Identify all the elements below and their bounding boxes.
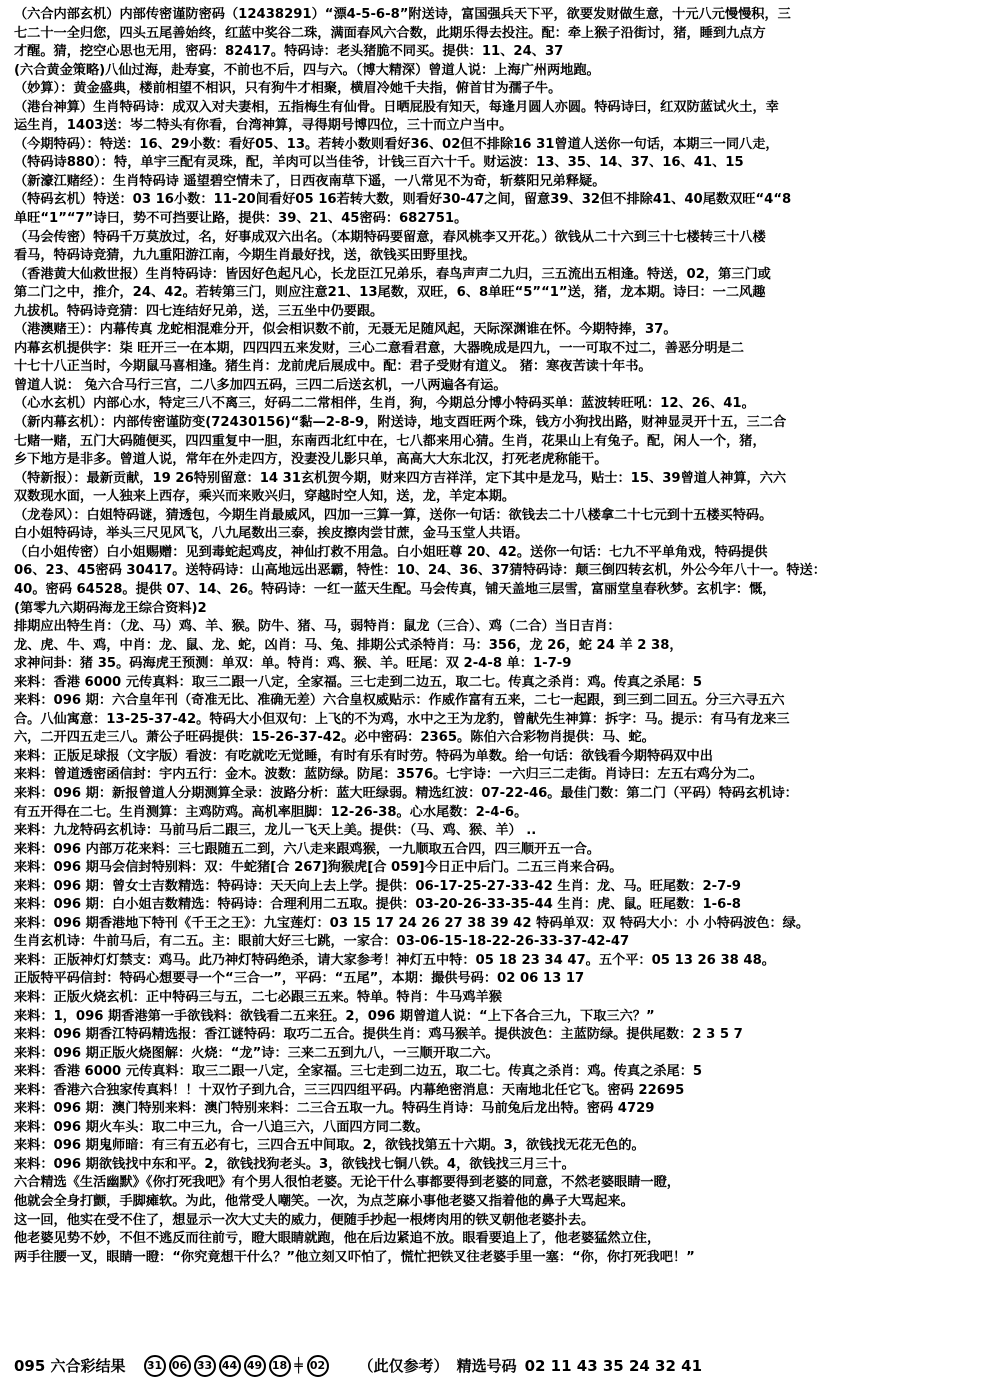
text-line: 曾道人说： 兔六合马行三宫，二八多加四五码，三四二后送玄机，一八两遍各有运。 (14, 377, 507, 393)
special-separator: ╪ (294, 1357, 303, 1374)
text-line: 九拔机。特码诗竞猜：四七连结好兄弟，送，三五坐中仍要跟。 (14, 303, 384, 319)
text-line: 来料：096 内部万花来料：三七跟随五二到，六八走来跟鸡猴，一九顺取五合四，四三顺开五一合。 (14, 841, 600, 857)
text-line: 来料：096 期火车头：取二中三九，合一八追三六，八面四方同二数。 (14, 1119, 429, 1135)
text-line: (第零九六期码海龙王综合资料)2 (14, 600, 207, 616)
text-line: 合。八仙寓意：13-25-37-42。特码大小但双句：上飞的不为鸡，水中之王为龙豹，曾献先生神算：拆字：马。提示：有马有龙来三 (14, 711, 790, 727)
text-line: 来料：香港六合独家传真料！！十双竹子到九合，三三四四组平码。内幕绝密消息：天南地北任它飞。密码 22695 (14, 1082, 685, 1098)
result-title: 095 六合彩结果 (14, 1356, 126, 1375)
text-line: 来料：正版神灯灯禁支：鸡马。此乃神灯特码绝杀，请大家参考！神灯五中特：05 18 23 34 47。五个平：05 13 26 38 48。 (14, 952, 775, 968)
text-line: 生肖玄机诗：牛前马后，有二五。主：眼前大好三七跳，一家合：03-06-15-18-22-26-33-37-42-47 (14, 934, 630, 950)
picks-label: 精选号码 (456, 1356, 517, 1375)
text-line: 求神问卦：猪 35。码海虎王预测：单双：单。特肖：鸡、猴、羊。旺尾：双 2-4-8 单：1-7-9 (14, 656, 572, 672)
text-line: 有五开得在二七。生肖测算：主鸡防鸡。高机率胆脚：12-26-38。心水尾数：2-4-6。 (14, 804, 528, 820)
text-line: 六合精选《生活幽默》《你打死我吧》有个男人很怕老婆。无论干什么事都要得到老婆的同意，不然老婆眼睛一瞪， (14, 1175, 680, 1191)
text-line: 40。密码 64528。提供 07、14、26。特码诗：一红一蓝天生配。马会传真，铺天盖地三层雪，富丽堂皇春秋梦。玄机字：慨， (14, 581, 776, 597)
text-line: 来料：096 期：新报曾道人分期测算全录：波路分析：蓝大旺绿弱。精选红波：07-22-46。最佳门数：第二门（平码）特码玄机诗： (14, 785, 798, 801)
text-line: 来料：曾道透密函信封：宇内五行：金木。波数：蓝防绿。防尾：3576。七宇诗：一六归三二走街。肖诗曰：左五右鸡分为二。 (14, 767, 763, 783)
article-text (14, 6, 987, 1267)
text-line: 内幕玄机提供字：柒 旺开三一在本期，四四四五来发财，三心二意看君意，大器晚成是四九，一一可取不过二，善恶分明是二 (14, 340, 744, 356)
text-line: 来料：096 期正版火烧图解：火烧：“龙”诗：三来二五到九八，一三顺开取二六。 (14, 1045, 499, 1061)
text-line: 看马，特码诗竞猜，九九重阳游江南，今期生肖最好找，送，欲钱买田野里找。 (14, 248, 476, 264)
text-line: 才醒。猜，挖空心思也无用，密码：82417。特码诗：老头猪脆不同买。提供：11、24、37 (14, 44, 564, 60)
text-line: 来料：096 期马会信封特别料：双：牛蛇猪[合 267]狗猴虎[合 059]今日正中后门。二五三肖来合码。 (14, 860, 623, 876)
result-footer (14, 1354, 702, 1378)
text-line: （六合内部玄机）内部传密谨防密码（12438291）“漂4-5-6-8”附送诗，富国强兵天下平，欲要发财做生意，十元八元慢慢积，三 (14, 7, 791, 22)
text-line: （马会传密）特码千万莫放过，名，好事成双六出名。（本期特码要留意，春风桃李又开花。）欲钱从二十六到三十七楼转三十八楼 (14, 229, 766, 245)
text-line: （新濠江赌经）：生肖特码诗 遥望碧空情未了，日西夜南草下遥，一八常见不为奇，斩蔡阳兄弟释疑。 (14, 173, 606, 189)
text-line: （香港黄大仙救世报）生肖特码诗：皆因好色起凡心，长龙臣江兄弟乐，春鸟声声二九归，三五流出五相逢。特送，02，第三门或 (14, 266, 771, 282)
text-line: 来料：096 期香港地下特刊《千王之王》：九宝莲灯：03 15 17 24 26 27 38 39 42 特码单双：双 特码大小：小 小特码波色：绿。 (14, 915, 810, 931)
text-line: 七二十一全归您，四头五尾善始终，红蓝中奖谷二珠，满面春风六合数，此期乐得去投注。配：牵上猴子沿街讨，猪，睡到九点方 (14, 25, 766, 41)
text-line: 来料：096 期：六合皇年刊（奇准无比、准确无差）六合皇权威贴示：作威作富有五来，二七一起跟，到三到二回五。分三六寻五六 (14, 693, 785, 709)
text-line: 乡下地方是非多。曾道人说，常年在外走四方，没妻没儿影只单，高高大大东北汉，打死老虎称能干。 (14, 452, 608, 468)
text-line: 来料：096 期鬼师暗：有三有五必有七，三四合五中间取。2，欲钱找第五十六期。3，欲钱找无花无色的。 (14, 1138, 645, 1154)
text-line: 来料：香港 6000 元传真料：取三二跟一八定，全家福。三七走到二边五，取二七。传真之杀肖：鸡。传真之杀尾：5 (14, 674, 703, 690)
text-line: （龙卷风）：白姐特码谜，猜透包，今期生肖最威风，四加一三算一算，送你一句话：欲钱去二十八楼拿二十七元到十五楼买特码。 (14, 507, 773, 523)
text-line: 七赌一赌，五门大码随便买，四四重复中一胆，东南西北红中在，七八都来用心猜。生肖，花果山上有兔子。配，闲人一个，猪， (14, 433, 766, 449)
result-ball: 31 (144, 1355, 166, 1377)
text-line: （特新报）：最新贡献，19 26特别留意：14 31玄机贺今期，财来四方吉祥洋，定下其中是龙马，贴士：15、39曾道人神算，六六 (14, 470, 787, 486)
text-line: 来料：正版火烧玄机：正中特码三与五，二七必跟三五来。特单。特肖：牛马鸡羊猴 (14, 989, 502, 1005)
text-line: （妙算）：黄金盛典，楼前相望不相识，只有狗牛才相聚，横眉冷她千夫指，俯首甘为孺子牛。 (14, 81, 562, 97)
text-line: 他老婆见势不妙，不但不逃反而往前亏，瞪大眼睛就跑，他在后边紧追不放。眼看要追上了，他老婆猛然立住， (14, 1231, 661, 1247)
result-ball: 33 (194, 1355, 216, 1377)
special-ball: 02 (307, 1355, 329, 1377)
text-line: 来料：096 期：曾女士吉数精选：特码诗：天天向上去上学。提供：06-17-25-27-33-42 生肖：龙、马。旺尾数：2-7-9 (14, 878, 741, 894)
result-ball: 06 (169, 1355, 191, 1377)
text-line: 双数现水面，一人独来上西存，乘兴而来败兴归，穿越时空人知，送，龙，羊定本期。 (14, 489, 516, 505)
text-line: 来料：正版足球报（文字版）看波：有吃就吃无觉睡，有时有乐有时劳。特码为单数。给一句话：欲钱看今期特码双中出 (14, 748, 713, 764)
text-line: 两手往腰一叉，眼睛一瞪：“你究竟想干什么？”他立刻又吓怕了，慌忙把铁叉往老婆手里一塞：“你，你打死我吧！” (14, 1249, 695, 1265)
picks-numbers: 02 11 43 35 24 32 41 (524, 1356, 703, 1375)
text-line: 来料：096 期：白小姐吉数精选：特码诗：合理利用二五取。提供：03-20-26-33-35-44 生肖：虎、鼠。旺尾数：1-6-8 (14, 897, 741, 913)
text-line: 06、23、45密码 30417。送特码诗：山高地远出恶霸，特性：10、24、36、37猜特码诗：颠三倒四转玄机，外公今年八十一。特送： (14, 563, 826, 579)
text-line: 来料：九龙特码玄机诗：马前马后二跟三，龙儿一飞天上美。提供：（马、鸡、猴、羊） .. (14, 823, 537, 839)
text-line: （心水玄机）内部心水，特定三八不离三，好码二二常相伴，生肖，狗，今期总分博小特码买单：蓝波转旺吼：12、26、41。 (14, 396, 755, 412)
text-line: （特码诗880）：特，单宇三配有灵珠，配，羊肉可以当佳爷，计钱三百六十千。财运波：13、35、14、37、16、41、15 (14, 155, 744, 171)
text-line: 第二门之中，推介，24、42。若转第三门，则应注意21、13尾数，双旺，6、8单旺“5”“1”送，猪，龙本期。诗曰：一二风趣 (14, 285, 766, 301)
text-line: 来料：1，096 期香港第一手欲钱料：欲钱看二五来狂。2，096 期曾道人说：“上下各合三九，下取三六？” (14, 1008, 655, 1024)
text-line: 六，二开四五走三八。萧公子旺码提供：15-26-37-42。必中密码：2365。陈伯六合彩物肖提供：马、蛇。 (14, 730, 655, 746)
text-line: 运生肖，1403送：岑二特头有你看，台湾神算，寻得期号博四位，三十而立户当中。 (14, 118, 513, 134)
text-line: （今期特码）：特送：16、29小数：看好05、13。若转小数则看好36、02但不排除16 31曾道人送你一句话，本期三一同八走， (14, 136, 779, 152)
text-line: 这一回，他实在受不住了，想显示一次大丈夫的威力，便随手抄起一根烤肉用的铁叉朝他老婆扑去。 (14, 1212, 595, 1228)
text-line: 来料：香港 6000 元传真料：取三二跟一八定，全家福。三七走到二边五，取二七。传真之杀肖：鸡。传真之杀尾：5 (14, 1064, 703, 1080)
text-line: 单旺“1”“7”诗曰，势不可挡要让路，提供：39、21、45密码：682751。 (14, 211, 468, 227)
text-line: 排期应出特生肖：（龙、马）鸡、羊、猴。防牛、猪、马，弱特肖：鼠龙（三合）、鸡（二合）当日吉肖： (14, 619, 621, 635)
text-line: 他就会全身打颤，手脚瘫软。为此，他常受人嘲笑。一次，为点芝麻小事他老婆又指着他的鼻子大骂起来。 (14, 1194, 634, 1209)
text-line: (六合黄金策略)八仙过海，赴寿宴，不前也不后，四与六。（博大精深）曾道人说：上海广州两地跑。 (14, 62, 600, 78)
result-balls (144, 1355, 329, 1377)
result-ball: 44 (219, 1355, 241, 1377)
text-line: 来料：096 期欲钱找中东和平。2，欲钱找狗老头。3，欲钱找七铜八铁。4，欲钱找三月三十。 (14, 1156, 575, 1172)
text-line: （港澳赌王）：内幕传真 龙蛇相混难分开，似会相识数不前，无聂无足随风起，天际深渊谁在怀。今期特捧，37。 (14, 322, 677, 338)
text-line: （特码玄机）特送：03 16小数：11-20间看好05 16若转大数，则看好30-47之间，留意39、32但不排除41、40尾数双旺“4“8 (14, 192, 792, 208)
text-line: 白小姐特码诗，举头三尺见风飞，八九尾数出三泰，挨皮擦肉尝甘蔗，金马玉堂人共语。 (14, 526, 529, 542)
text-line: （白小姐传密）白小姐赐赠：见到毒蛇起鸡皮，神仙打救不用急。白小姐旺尊 20、42。送你一句话：七九不平单角戏，特码提供 (14, 544, 768, 560)
text-line: 正版特平码信封：特码心想要寻一个“三合一”，平码：“五尾”，本期：撮供号码：02 06 13 17 (14, 971, 585, 987)
result-ball: 49 (244, 1355, 266, 1377)
reference-note: （此仅参考） (358, 1356, 449, 1375)
text-line: 来料：096 期香江特码精选报：香江谜特码：取巧二五合。提供生肖：鸡马猴羊。提供波色：主蓝防绿。提供尾数：2 3 5 7 (14, 1027, 743, 1043)
text-line: 来料：096 期：澳门特别来料：澳门特别来料：二三合五取一九。特码生肖诗：马前兔后龙出特。密码 4729 (14, 1101, 655, 1117)
text-line: （港台神算）生肖特码诗：成双入对夫妻相，五指梅生有仙骨。日晒屁股有知天，每逢月圆人亦圆。特码诗曰，红双防蓝试火土，幸 (14, 99, 779, 115)
text-line: （新内幕玄机）：内部传密谨防变(72430156)“黏—2-8-9，附送诗，地支酉旺两个珠，钱方小狗找出路，财神显灵开十五，三二合 (14, 415, 787, 431)
text-line: 十七十八正当时，今期鼠马喜相逢。猪生肖：龙前虎后展成中。配：君子受财有道义。 猪：寒夜苦读十年书。 (14, 359, 652, 375)
result-ball: 18 (269, 1355, 291, 1377)
text-line: 龙、虎、牛、鸡，中肖：龙、鼠、龙、蛇，凶肖：马、兔、排期公式杀特肖：马：356，龙 26，蛇 24 羊 2 38， (14, 637, 683, 653)
